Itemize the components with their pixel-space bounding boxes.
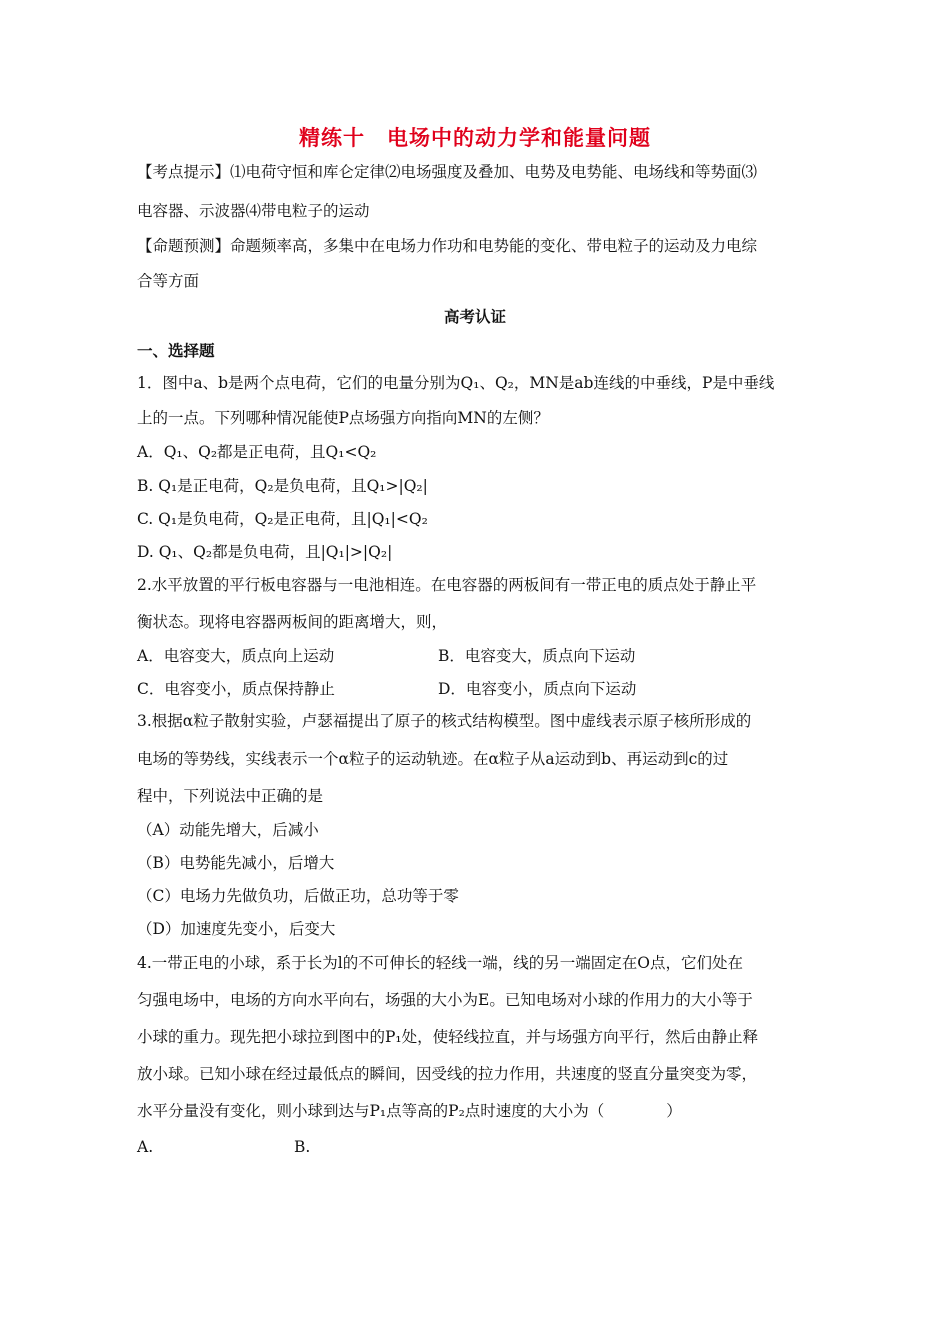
predict-line-1: 【命题预测】命题频率高，多集中在电场力作功和电势能的变化、带电粒子的运动及力电综 [137, 237, 758, 255]
q4-option-a: A. [137, 1138, 154, 1156]
q2-option-d: D．电容变小，质点向下运动 [438, 680, 637, 698]
q4-stem-line-1: 4.一带正电的小球，系于长为l的不可伸长的轻线一端，线的另一端固定在O点，它们处在 [137, 954, 743, 972]
q3-stem-line-2: 电场的等势线，实线表示一个α粒子的运动轨迹。在α粒子从a运动到b、再运动到c的过 [137, 750, 729, 768]
q3-option-b: （B）电势能先减小，后增大 [137, 854, 335, 872]
q2-stem-line-1: 2.水平放置的平行板电容器与一电池相连。在电容器的两板间有一带正电的质点处于静止平 [137, 576, 757, 594]
q3-option-a: （A）动能先增大，后减小 [137, 821, 319, 839]
predict-label: 【命题预测】 [137, 237, 231, 255]
q4-stem-line-5: 水平分量没有变化，则小球到达与P₁点等高的P₂点时速度的大小为（ ） [137, 1102, 682, 1120]
q1-option-d: D. Q₁、Q₂都是负电荷，且|Q₁|>|Q₂| [137, 543, 393, 561]
q1-option-b: B. Q₁是正电荷，Q₂是负电荷，且Q₁>|Q₂| [137, 477, 428, 495]
q2-stem-line-2: 衡状态。现将电容器两板间的距离增大，则， [137, 613, 448, 631]
q2-option-c: C．电容变小，质点保持静止 [137, 680, 335, 698]
q4-stem-line-3: 小球的重力。现先把小球拉到图中的P₁处，使轻线拉直，并与场强方向平行，然后由静止释 [137, 1028, 759, 1046]
q4-stem-line-4: 放小球。已知小球在经过最低点的瞬间，因受线的拉力作用，共速度的竖直分量突变为零， [137, 1065, 758, 1083]
q3-option-c: （C）电场力先做负功，后做正功，总功等于零 [137, 887, 459, 905]
tips-line-2: 电容器、示波器⑷带电粒子的运动 [137, 202, 370, 220]
q2-option-b: B．电容变大，质点向下运动 [438, 647, 636, 665]
page-title [0, 122, 950, 152]
title-sub: 电场中的动力学和能量问题 [387, 126, 651, 150]
q4-option-b: B. [294, 1138, 311, 1156]
title-main: 精练十 [299, 126, 365, 150]
q3-option-d: （D）加速度先变小，后变大 [137, 920, 336, 938]
q4-stem-line-2: 匀强电场中，电场的方向水平向右，场强的大小为E。已知电场对小球的作用力的大小等于 [137, 991, 753, 1009]
section-heading: 一、选择题 [137, 342, 215, 360]
q3-stem-line-1: 3.根据α粒子散射实验，卢瑟福提出了原子的核式结构模型。图中虚线表示原子核所形成的 [137, 712, 752, 730]
section-subhead: 高考认证 [443, 308, 506, 326]
q1-option-c: C. Q₁是负电荷，Q₂是正电荷，且|Q₁|<Q₂ [137, 510, 428, 528]
q2-option-a: A．电容变大，质点向上运动 [137, 647, 335, 665]
tips-line-1: 【考点提示】⑴电荷守恒和库仑定律⑵电场强度及叠加、电势及电势能、电场线和等势面⑶ [137, 163, 758, 181]
q3-stem-line-3: 程中，下列说法中正确的是 [137, 787, 324, 805]
q1-stem-line-2: 上的一点。下列哪种情况能使P点场强方向指向MN的左侧？ [137, 409, 549, 427]
q1-stem-line-1: 1．图中a、b是两个点电荷，它们的电量分别为Q₁、Q₂，MN是ab连线的中垂线，P是中垂线 [137, 374, 775, 392]
predict-line-2: 合等方面 [137, 272, 200, 290]
tips-label: 【考点提示】 [137, 163, 231, 181]
q1-option-a: A．Q₁、Q₂都是正电荷，且Q₁<Q₂ [137, 443, 377, 461]
